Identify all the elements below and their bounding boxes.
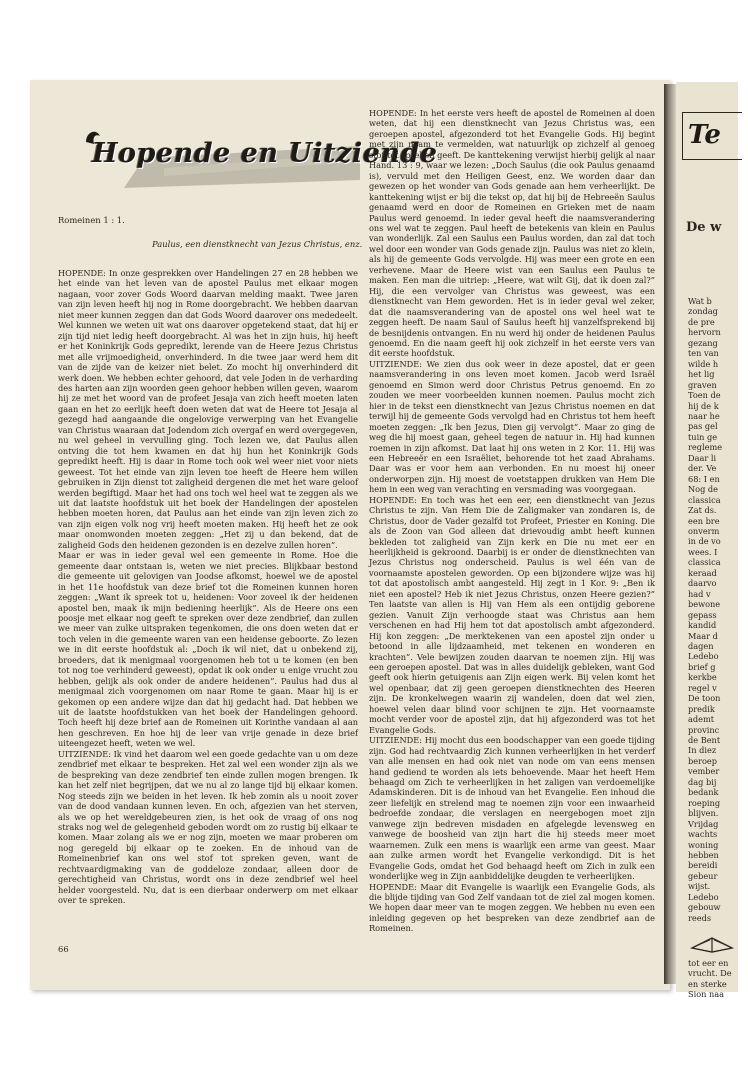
- next-page-line: Ledebo: [688, 891, 719, 902]
- next-page-line: dagen: [688, 640, 714, 651]
- next-page-line: De toon: [688, 693, 721, 704]
- next-page-line: kandid: [688, 620, 717, 631]
- next-page-line: daarvo: [688, 578, 717, 589]
- next-page-edge: [676, 82, 738, 1000]
- next-page-line: reeds: [688, 912, 712, 923]
- next-page-line: regel v: [688, 682, 717, 693]
- next-page-line: onverm: [688, 525, 720, 536]
- page-number: 66: [58, 944, 69, 954]
- next-page-line: kerkbe: [688, 672, 717, 683]
- next-page-line: hebben: [688, 850, 719, 861]
- next-page-line: woning: [688, 839, 719, 850]
- next-page-column: [688, 296, 748, 923]
- verse-quote: Paulus, een dienstknecht van Jezus Christus, enz.: [152, 239, 363, 249]
- next-page-line: vember: [688, 766, 720, 777]
- next-page-bottom-lines: [688, 958, 748, 1000]
- next-page-line: der. Ve: [688, 463, 717, 474]
- next-page-line: gepass: [688, 609, 717, 620]
- next-page-line: en sterke: [688, 978, 727, 989]
- next-page-line: gebeur: [688, 870, 718, 881]
- paragraph: UITZIENDE: Hij mocht dus een boodschapper van een goede tijding zijn. God had rechtvaardig Zich kunnen verheerlijken in het verderf van alle mensen en had ook niet van node om van eens mensen hand gediend te worden als iets behoevende. Maar het heeft Hem behaagd om Zich te verheerlijken in het zaligen van verdoemelijke Adamskinderen. Dit is de inhoud van het Evangelie. Een inhoud die zeer liefelijk en strelend mag te noemen zijn voor een inwaarheid bedroefde zondaar, die verslagen en neergebogen moet zijn vanwege zijn bedreven misdaden en afgelegde levensweg en vanwege de boosheid van zijn hart die hij steeds meer moet waarnemen. Zulk een mens is waarlijk een arme van geest. Maar aan zulke armen wordt het Evangelie verkondigd. Dit is het Evangelie Gods, omdat het God behaagd heeft om Zich in zulk een wonderlijke weg in Zijn aanbiddelijke deugden te verheerlijken.: [369, 735, 655, 882]
- next-page-line: Vrijdag: [688, 818, 719, 829]
- page-gutter: [664, 84, 676, 984]
- next-page-line: Nog de: [688, 484, 719, 495]
- next-page-heading: De w: [686, 220, 722, 235]
- next-page-line: provinc: [688, 724, 720, 735]
- next-page-line: Sion naa: [688, 989, 725, 1000]
- next-page-line: gebouw: [688, 902, 721, 913]
- next-page-line: roeping: [688, 797, 721, 808]
- next-page-line: bereidi: [688, 860, 718, 871]
- next-page-line: classica: [688, 557, 721, 568]
- next-page-line: hij de k: [688, 400, 719, 411]
- next-page-line: bewone: [688, 599, 721, 610]
- left-column: [58, 268, 358, 940]
- verse-reference: Romeinen 1 : 1.: [58, 215, 125, 225]
- next-page-line: bedank: [688, 787, 719, 798]
- paragraph: UITZIENDE: We zien dus ook weer in deze apostel, dat er geen naamsverandering in ons leven moet komen. Jacob werd Israël genoemd en Simon werd door Christus Petrus genoemd. En zo zouden we meer voorbeelden kunnen noemen. Paulus mocht zich hier in de tekst een dienstknecht van Jezus Christus noemen en dat terwijl hij de gemeente Gods vervolgd had en Christus tot hem heeft moeten zeggen: „Ik ben Jezus, Dien gij vervolgt”. Maar zo ging de weg die hij moest gaan, geheel tegen de natuur in. Hij had kunnen roemen in zijn afkomst. Dat laat hij ons weten in 2 Kor. 11. Hij was een Hebreeër en een Israëliet, behorende tot het zaad Abrahams. Daar was er voor hem aan verbonden. En nu moest hij oneer onderworpen zijn. Hij moest de voetstappen drukken van Hem Die hem in een weg van verachting en versmading was voorgegaan.: [369, 358, 655, 495]
- next-page-line: regleme: [688, 442, 723, 453]
- next-page-line: naar he: [688, 410, 720, 421]
- paragraph: HOPENDE: En toch was het een eer, een dienstknecht van Jezus Christus te zijn. Van Hem Die de Zaligmaker van zondaren is, de Christus, door de Vader gezalfd tot Profeet, Priester en Koning. Die als de Zoon van God alleen dat drievoudig ambt heeft kunnen bekleden tot zaligheid van Zijn kerk en Die nu met eer en heerlijkheid is gekroond. Daarbij is er onder de dienstknechten van Jezus Christus nog onderscheid. Paulus is wel één van de voornaamste apostelen geworden. Op een bijzondere wijze was hij tot dat apostolisch ambt aangesteld. Hij zegt in 1 Kor. 9: „Ben ik niet een apostel? Heb ik niet Jezus Christus, onzen Heere gezien?” Ten laatste van allen is Hij van Hem als een ontijdig geborene gezien. Vanuit Zijn verhoogde staat was Christus aan hem verschenen en had Hij hem tot dat apostolisch ambt afgezonderd. Hij kon zeggen: „De merktekenen van een apostel zijn onder u betoond in alle lijdzaamheid, met tekenen en wonderen en krachten”. Vele bewijzen zouden daarvan te noemen zijn. Hij was een geroepen apostel. Dat was in alles duidelijk gebleken, want God geeft ook hierin getuigenis aan Zijn eigen werk. Bij velen komt het wel openbaar, dat zij geen geroepen dienstknechten des Heeren zijn. De kronkelwegen waarin zij wandelen, doen dat wel zien, hoewel velen daar blind voor schijnen te zijn. Het voornaamste mocht verder voor de apostel zijn, dat hij afgezonderd was tot het Evangelie Gods.: [369, 494, 655, 735]
- next-page-line: In diez: [688, 745, 717, 756]
- next-page-logo: Te: [688, 120, 721, 150]
- next-page-line: Toen de: [688, 390, 721, 401]
- book-ornament-icon: [690, 928, 734, 954]
- masthead-banner: [84, 128, 438, 194]
- next-page-line: tot eer en: [688, 958, 729, 968]
- next-page-line: tuin ge: [688, 431, 718, 442]
- next-page-line: een bre: [688, 515, 720, 526]
- paragraph: HOPENDE: In het eerste vers heeft de apostel de Romeinen al doen weten, dat hij een dienstknecht van Jezus Christus was, een geroepen apostel, afgezonderd tot het Evangelie Gods. Hij begint met zijn naam te vermelden, wat natuurlijk op zichzelf al genoeg stof tot spreken geeft. De kanttekening verwijst hierbij gelijk al naar Hand. 13 : 9, waar we lezen: „Doch Saulus (die ook Paulus genaamd is), vervuld met den Heiligen Geest, enz. We worden daar dan gewezen op het wonder van Gods genade aan hem verheerlijkt. De kanttekening wijst er bij die tekst op, dat hij bij de Hebreeën Saulus genaamd werd en door de Romeinen en Grieken met de naam Paulus werd genoemd. In ieder geval heeft die naamsverandering ons wel wat te zeggen. Paul heeft de betekenis van klein en Paulus van wonderlijk. Zal een Saulus een Paulus worden, dan zal dat toch wel door een wonder van Gods genade zijn. Paulus was niet zo klein, als hij de gemeente Gods vervolgde. Hij was meer een grote en een verhevene. Maar de Heere wist van een Saulus een Paulus te maken. Een man die uitriep: „Heere, wat wilt Gij, dat ik doen zal?” Hij, die een vervolger van Christus was geweest, was een dienstknecht van Hem geworden. Het is in ieder geval wel zeker, dat die naamsverandering van de apostel ons wel heel wat te zeggen heeft. De naam Saul of Saulus heeft hij vanzelfsprekend bij de besnijdenis ontvangen. En nu werd hij onder de heidenen Paulus genoemd. En die naam geeft hij ook zichzelf in het eerste vers van dit eerste hoofdstuk.: [369, 108, 655, 359]
- next-page-line: classica: [688, 494, 721, 505]
- next-page-line: blijven.: [688, 808, 719, 819]
- next-page-line: graven: [688, 379, 717, 390]
- next-page-line: in de vo: [688, 536, 721, 547]
- next-page-line: wilde h: [688, 358, 719, 369]
- next-page-line: de pre: [688, 316, 715, 327]
- next-page-line: Maar d: [688, 630, 718, 641]
- next-page-line: ademt: [688, 714, 715, 725]
- next-page-line: wachts: [688, 829, 718, 840]
- next-page-line: had v: [688, 588, 711, 599]
- paragraph: HOPENDE: Maar dit Evangelie is waarlijk een Evangelie Gods, als die blijde tijding van God Zelf vandaan tot de ziel zal mogen komen. We hopen daar meer van te mogen zeggen. We hebben nu even een inleiding gegeven op het bespreken van deze zendbrief aan de Romeinen.: [369, 881, 655, 934]
- paragraph: HOPENDE: In onze gesprekken over Handelingen 27 en 28 hebben we het einde van het leven van de apostel Paulus met elkaar mogen nagaan, voor zover Gods Woord daarvan melding maakt. Twee jaren van zijn leven heeft hij nog in Rome doorgebracht. We hebben daarvan niet meer kunnen zeggen dan dat Gods Woord daarover ons mededeelt. Wel kunnen we weten uit wat ons daarover opgetekend staat, dat hij er zijn tijd niet ledig heeft doorgebracht. Al was het in zijn huis, hij heeft er het Koninkrijk Gods gepredikt, lerende van de Heere Jezus Christus met alle vrijmoedigheid, onverhinderd. In die twee jaar werd hem dit van de zijde van de keizer niet belet. Zo mocht hij onverhinderd dit werk doen. We hebben echter gehoord, dat vele Joden in de verharding des harten aan zijn woorden geen gehoor hebben willen geven, waarom hij ze met het woord van de profeet Jesaja van zich heeft moeten laten gaan en het zo eerlijk heeft doen weten dat wat de Heere tot Jesaja al gezegd had aangaande die ongelovige verwerping van het Evangelie van Christus waaraan dat Jodendom zich overgaf en werd overgegeven, nu wel geheel in vervulling ging. Toch lezen we, dat Paulus allen ontving die tot hem kwamen en dat hij hun het Koninkrijk Gods gepredikt heeft. Hij is daar in Rome toch ook wel weer niet voor niets geweest. Tot het einde van zijn leven toe heeft de Heere hem willen gebruiken in Zijn dienst tot zaligheid dergenen die met het ware geloof werden begiftigd. Maar het had ons toch wel heel wat te zeggen als we uit dat laatste hoofdstuk uit het boek der Handelingen der apostelen hebben moeten horen, dat Paulus aan het einde van zijn leven zich zo van zijn eigen volk nog vrij heeft moeten maken. Hij heeft het ze ook maar onomwonden moeten zeggen: „Het zij u dan bekend, dat de zaligheid Gods den heidenen gezonden is en dezelve zullen horen”.: [58, 268, 358, 550]
- next-page-line: zondag: [688, 306, 718, 317]
- next-page-line: wijst.: [688, 881, 711, 892]
- next-page-line: dag bij: [688, 776, 717, 787]
- next-page-line: brief g: [688, 661, 716, 672]
- next-page-line: de Bent: [688, 735, 721, 746]
- next-page-line: Wat b: [688, 296, 712, 306]
- next-page-line: Zat ds.: [688, 505, 717, 516]
- next-page-line: beroep: [688, 755, 718, 766]
- next-page-line: predik: [688, 703, 715, 714]
- next-page-line: het lig: [688, 369, 715, 380]
- next-page-line: wees. I: [688, 546, 718, 557]
- right-column: [369, 108, 655, 976]
- next-page-line: pas gel: [688, 421, 718, 432]
- next-page-line: gezang: [688, 337, 718, 348]
- next-page-line: ten van: [688, 348, 719, 359]
- next-page-line: 68: I en: [688, 473, 720, 484]
- masthead-title: Hopende en Uitziende: [92, 138, 438, 169]
- next-page-line: keraad: [688, 567, 717, 578]
- next-page-line: Daar li: [688, 452, 717, 463]
- paragraph: UITZIENDE: Ik vind het daarom wel een goede gedachte van u om deze zendbrief met elkaar te bespreken. Het zal wel een wonder zijn als we de bespreking van deze zendbrief ten einde zullen mogen brengen. Ik kan het zelf niet begrijpen, dat we nu al zo lange tijd bij elkaar komen. Nog steeds zijn we beiden in het leven. Ik heb zomin als u nooit zover van de dood vandaan kunnen leven. En och, afgezien van het sterven, als we op het wereldgebeuren zien, is het ook de vraag of ons nog straks nog wel de gelegenheid geboden wordt om zo rustig bij elkaar te komen. Maar zolang als we er nog zijn, moeten we maar proberen om nog geregeld bij elkaar op te zoeken. En de inhoud van de Romeinenbrief kan ons wel stof tot spreken geven, want de rechtvaardigmaking van de goddeloze zondaar, alleen door de gerechtigheid van Christus, wordt ons in deze zendbrief wel heel helder voorgesteld. Nu, dat is een dierbaar onderwerp om met elkaar over te spreken.: [58, 748, 358, 906]
- next-page-line: Ledebo: [688, 651, 719, 662]
- next-page-line: vrucht. De: [688, 968, 732, 979]
- paragraph: Maar er was in ieder geval wel een gemeente in Rome. Hoe die gemeente daar ontstaan is, weten we niet precies. Blijkbaar bestond die gemeente uit gelovigen van Joodse afkomst, hoewel we de apostel in het 11e hoofdstuk van deze brief tot die Romeinen kunnen horen zeggen: „Want ik spreek tot u, heidenen: Voor zoveel ik der heidenen apostel ben, maak ik mijn bediening heerlijk”. Als de Heere ons een poosje met elkaar nog geeft te spreken over deze zendbrief, dan zullen we meer van zulke uitspraken tegenkomen, die ons doen weten dat er toch velen in die gemeente waren van een heidense geboorte. Zo lezen we in dit eerste hoofdstuk al: „Doch ik wil niet, dat u onbekend zij, broeders, dat ik menigmaal voorgenomen heb tot u te komen (en ben tot nog toe verhinderd geweest), opdat ik ook onder u enige vrucht zou hebben, gelijk als ook onder de andere heidenen”. Paulus had dus al menigmaal zich voorgenomen om naar Rome te gaan. Maar hij is er gekomen op een andere wijze dan dat hij gedacht had. Dat hebben we uit de laatste hoofdstukken van het boek der Handelingen gehoord. Toch heeft hij deze brief aan de Romeinen uit Korinthe vandaan al aan hen geschreven. En hoe hij de leer van vrije genade in deze brief uiteengezet heeft, weten we wel.: [58, 550, 358, 749]
- next-page-line: hervorn: [688, 327, 721, 338]
